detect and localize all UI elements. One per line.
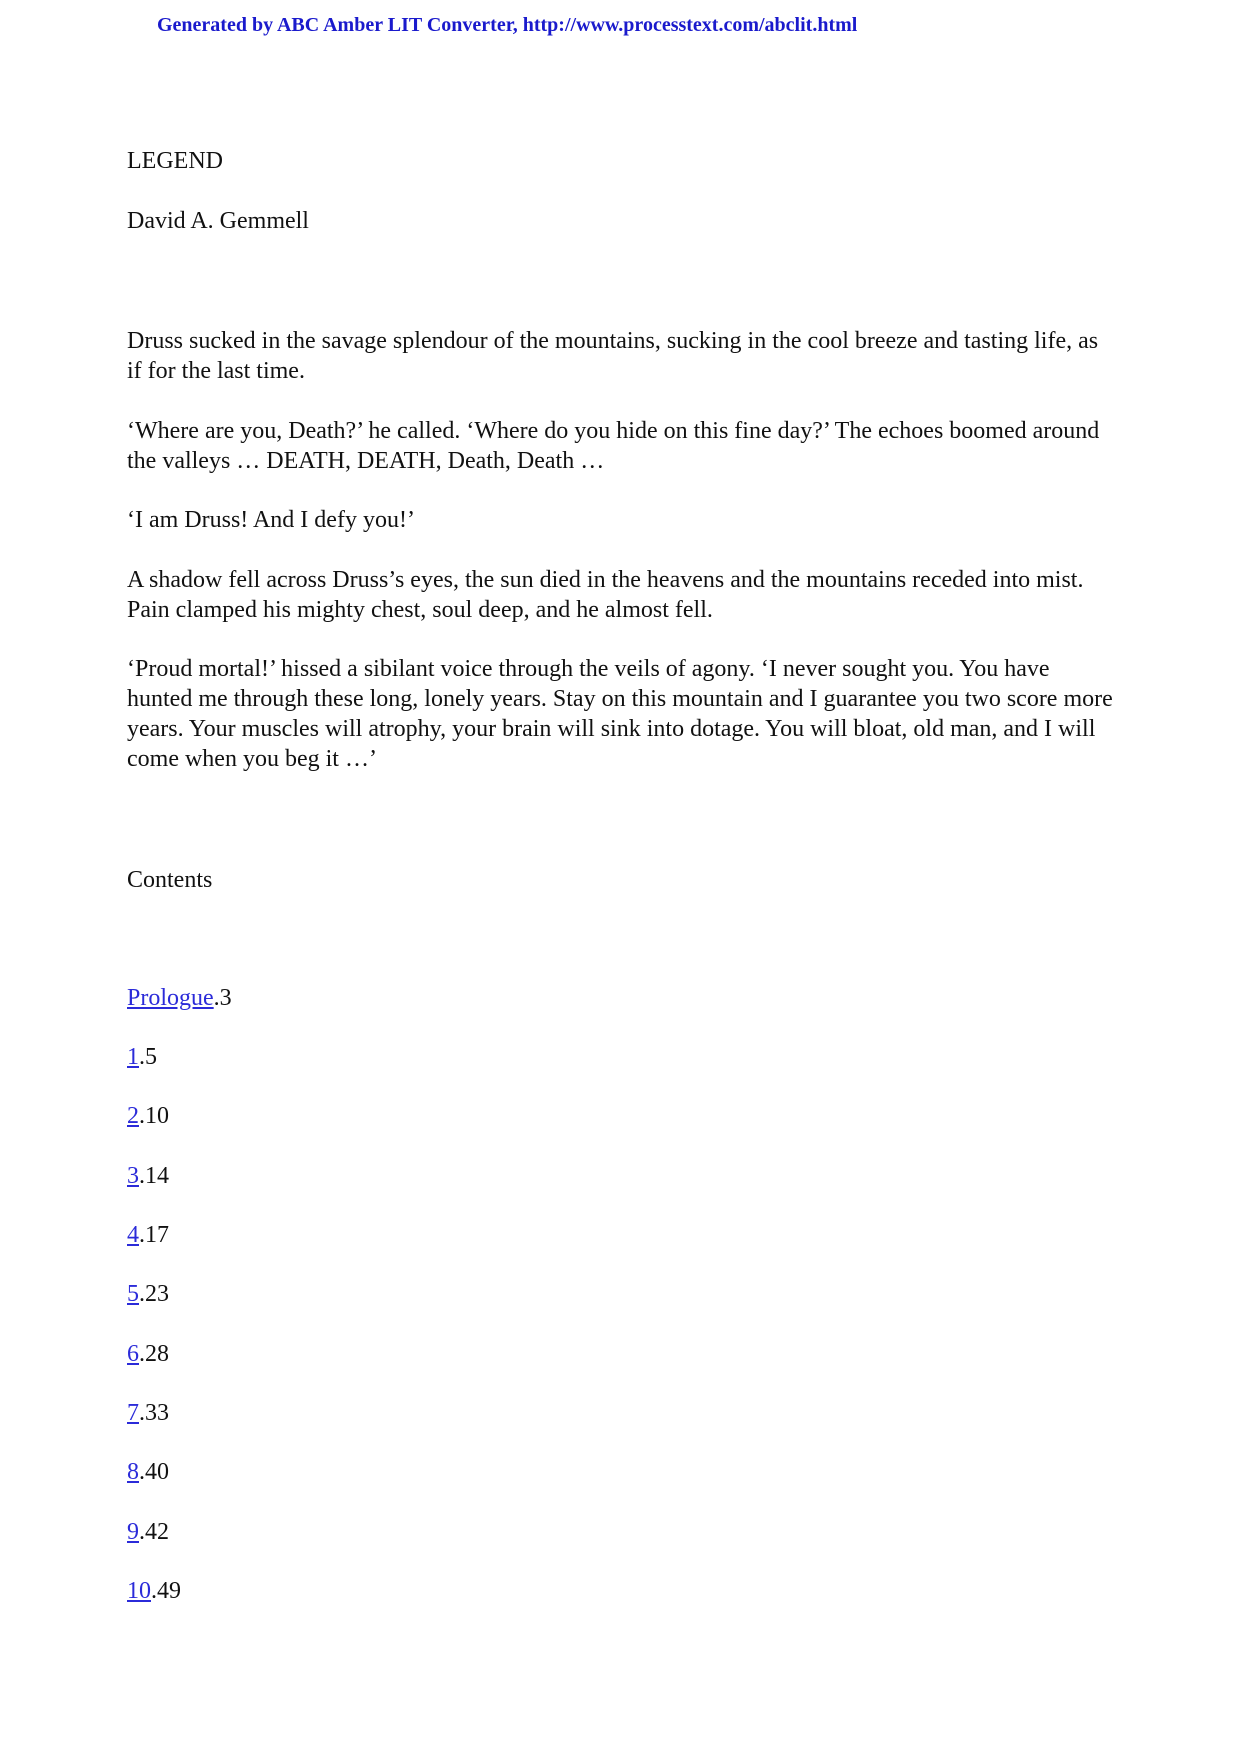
toc-page-number: .14: [139, 1163, 169, 1189]
toc-link-8[interactable]: 8: [127, 1459, 139, 1485]
toc-page-number: .49: [151, 1578, 181, 1604]
toc-link-2[interactable]: 2: [127, 1103, 139, 1129]
toc-link-7[interactable]: 7: [127, 1400, 139, 1426]
toc-link-3[interactable]: 3: [127, 1163, 139, 1189]
paragraph-i-am-druss: ‘I am Druss! And I defy you!’: [127, 507, 415, 533]
toc-entry-5: [127, 1279, 169, 1309]
toc-entry-4: [127, 1220, 169, 1250]
toc-link-6[interactable]: 6: [127, 1341, 139, 1367]
toc-page-number: .3: [213, 985, 232, 1011]
paragraph-proud-mortal: ‘Proud mortal!’ hissed a sibilant voice through the veils of agony. ‘I never sought you. You have hunted me through these long, lonely years. Stay on this mountain and I guarantee you two score more years. Your muscles will atrophy, your brain will sink into dotage. You will bloat, old man, and I will come when you beg it …’: [127, 656, 1113, 772]
converter-banner: Generated by ABC Amber LIT Converter, http://www.processtext.com/abclit.html: [157, 14, 858, 36]
toc-page-number: .10: [139, 1103, 169, 1129]
toc-link-10[interactable]: 10: [127, 1578, 151, 1604]
paragraph-where-are-you-death: ‘Where are you, Death?’ he called. ‘Where do you hide on this fine day?’ The echoes boomed around the valleys … DEATH, DEATH, Death, Death …: [127, 418, 1100, 474]
toc-page-number: .42: [139, 1519, 169, 1545]
paragraph-shadow-fell: A shadow fell across Druss’s eyes, the sun died in the heavens and the mountains receded into mist. Pain clamped his mighty chest, soul deep, and he almost fell.: [127, 567, 1084, 623]
book-title: LEGEND: [127, 148, 223, 174]
toc-entry-3: [127, 1161, 169, 1191]
toc-entry-10: [127, 1576, 181, 1606]
toc-link-1[interactable]: 1: [127, 1044, 139, 1070]
toc-link-9[interactable]: 9: [127, 1519, 139, 1545]
toc-entry-6: [127, 1339, 169, 1369]
toc-entry-8: [127, 1457, 169, 1487]
toc-link-4[interactable]: 4: [127, 1222, 139, 1248]
contents-heading: Contents: [127, 867, 213, 893]
toc-link-5[interactable]: 5: [127, 1281, 139, 1307]
toc-page-number: .33: [139, 1400, 169, 1426]
toc-entry-9: [127, 1517, 169, 1547]
toc-page-number: .23: [139, 1281, 169, 1307]
book-author: David A. Gemmell: [127, 208, 309, 234]
toc-entry-prologue: [127, 983, 232, 1013]
paragraph-opening: Druss sucked in the savage splendour of the mountains, sucking in the cool breeze and tasting life, as if for the last time.: [127, 328, 1099, 384]
toc-page-number: .40: [139, 1459, 169, 1485]
toc-entry-2: [127, 1101, 169, 1131]
toc-page-number: .28: [139, 1341, 169, 1367]
toc-entry-1: [127, 1042, 157, 1072]
toc-link-prologue[interactable]: Prologue: [127, 985, 214, 1011]
toc-page-number: .17: [139, 1222, 169, 1248]
toc-page-number: .5: [139, 1044, 157, 1070]
toc-entry-7: [127, 1398, 169, 1428]
